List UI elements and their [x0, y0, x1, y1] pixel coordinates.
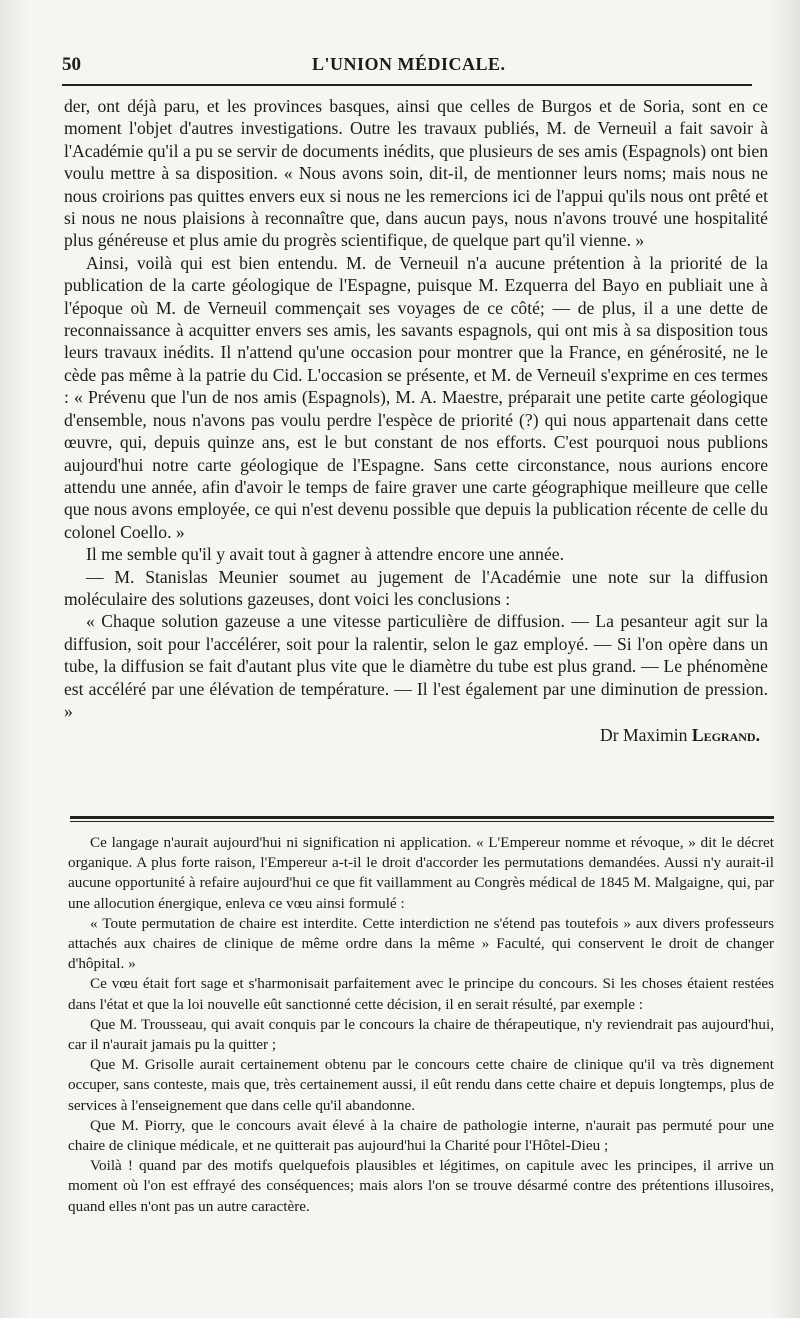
- header-rule: [62, 84, 752, 86]
- signature-name: Legrand.: [691, 725, 760, 746]
- author-signature: [64, 724, 760, 746]
- article-paragraph: — M. Stanislas Meunier soumet au jugement de l'Académie une note sur la diffusion moléculaire des solutions gazeuses, dont voici les conclusions :: [64, 566, 768, 609]
- feuilleton-paragraph: « Toute permutation de chaire est interdite. Cette interdiction ne s'étend pas toutefois » aux divers professeurs attachés aux chaires de clinique de même ordre dans la même » Faculté, qui conservent le droit de changer d'hôpital. »: [68, 914, 774, 973]
- article-paragraph: Il me semble qu'il y avait tout à gagner à attendre encore une année.: [86, 544, 564, 565]
- feuilleton-separator: [70, 816, 774, 819]
- feuilleton-separator-thin: [70, 821, 774, 822]
- feuilleton-body: [68, 833, 774, 1217]
- article-paragraph: « Chaque solution gazeuse a une vitesse particulière de diffusion. — La pesanteur agit sur la diffusion, soit pour l'accélérer, soit pour la ralentir, selon le gaz employé. — Si l'on opère dans un tube, la diffusion se fait d'autant plus vite que le diamètre du tube est plus grand. — Le phénomène est accéléré par une élévation de température. — Il l'est également par une diminution de pression. »: [64, 611, 768, 721]
- feuilleton-paragraph: Voilà ! quand par des motifs quelquefois plausibles et légitimes, on capitule avec les principes, il arrive un moment où l'on est effrayé des conséquences; mais alors l'on se trouve désarmé contre des prétentions illusoires, quand elles n'ont pas un autre caractère.: [68, 1157, 774, 1215]
- feuilleton-paragraph: Que M. Grisolle aurait certainement obtenu par le concours cette chaire de clinique qu'il va très dignement occuper, sans conteste, mais que, très certainement aussi, il eût rendu dans cette chaire et depuis longtemps, plus de services à l'enseignement que dans celle qu'il abandonne.: [68, 1056, 774, 1114]
- running-title: L'UNION MÉDICALE.: [312, 54, 506, 74]
- feuilleton-paragraph: Que M. Trousseau, qui avait conquis par le concours la chaire de thérapeutique, n'y reviendrait pas aujourd'hui, car il n'aurait jamais pu la quitter ;: [68, 1015, 774, 1054]
- feuilleton-paragraph: Ce langage n'aurait aujourd'hui ni signification ni application. « L'Empereur nomme et révoque, » dit le décret organique. A plus forte raison, l'Empereur a-t-il le droit d'accorder les permutations demandées. Aussi n'y aurait-il aucune opportunité à refaire aujourd'hui ce que fit vaillamment au Congrès médical de 1845 M. Malgaigne, qui, par une allocution énergique, enleva ce vœu ainsi formulé :: [68, 834, 774, 912]
- feuilleton-paragraph: Ce vœu était fort sage et s'harmonisait parfaitement avec le principe du concours. Si les choses étaient restées dans l'état et que la loi nouvelle eût sanctionné cette décision, il en serait résulté, par exemple :: [68, 975, 774, 1013]
- article-paragraph: der, ont déjà paru, et les provinces basques, ainsi que celles de Burgos et de Soria, sont en ce moment l'objet d'autres investigations. Outre les travaux publiés, M. de Verneuil a fait savoir à l'Académie qu'il a pu se servir de documents inédits, que plusieurs de ses amis (Espagnols) ont bien voulu mettre à sa disposition. « Nous avons soin, dit-il, de mentionner leurs noms; mais nous ne nous croirions pas quittes envers eux si nous ne les remercions ici de l'appui qu'ils nous ont prêté et si nous ne nous plaisions à reconnaître que, dans aucun pays, nous n'avons trouvé une hospitalité plus généreuse et plus amie du progrès scientifique, de quelque part qu'il vienne. »: [64, 96, 768, 251]
- feuilleton-paragraph: Que M. Piorry, que le concours avait élevé à la chaire de pathologie interne, n'aurait pas permuté pour une chaire de clinique médicale, et ne quitterait pas aujourd'hui la Charité pour l'Hôtel-Dieu ;: [68, 1116, 774, 1155]
- page-header: [62, 54, 752, 80]
- article-paragraph: Ainsi, voilà qui est bien entendu. M. de Verneuil n'a aucune prétention à la priorité de la publication de la carte géologique de l'Espagne, puisque M. Ezquerra del Bayo en publiait une à l'époque où M. de Verneuil commençait ses voyages de ce côté; — de plus, il a une dette de reconnaissance à acquitter envers ses amis, les savants espagnols, qui ont mis à sa disposition tous leurs travaux inédits. Il n'attend qu'une occasion pour montrer que la France, en générosité, ne le cède pas même à la patrie du Cid. L'occasion se présente, et M. de Verneuil s'exprime en ces termes : « Prévenu que l'un de nos amis (Espagnols), M. A. Maestre, préparait une petite carte géologique d'ensemble, nous n'avons pas voulu perdre l'espèce de priorité (?) qui nous appartenait dans cette œuvre, qui, depuis quinze ans, est le but constant de nos efforts. C'est pourquoi nous publions aujourd'hui notre carte géologique de l'Espagne. Sans cette circonstance, nous aurions encore attendu une année, afin d'avoir le temps de faire graver une carte géographique meilleure que celle que nous avons employée, ce qui n'est devenu possible que depuis la publication récente de celle du colonel Coello. »: [64, 252, 768, 542]
- article-body: [64, 95, 768, 746]
- signature-prefix: Dr Maximin: [599, 725, 692, 746]
- page-number: 50: [62, 54, 81, 75]
